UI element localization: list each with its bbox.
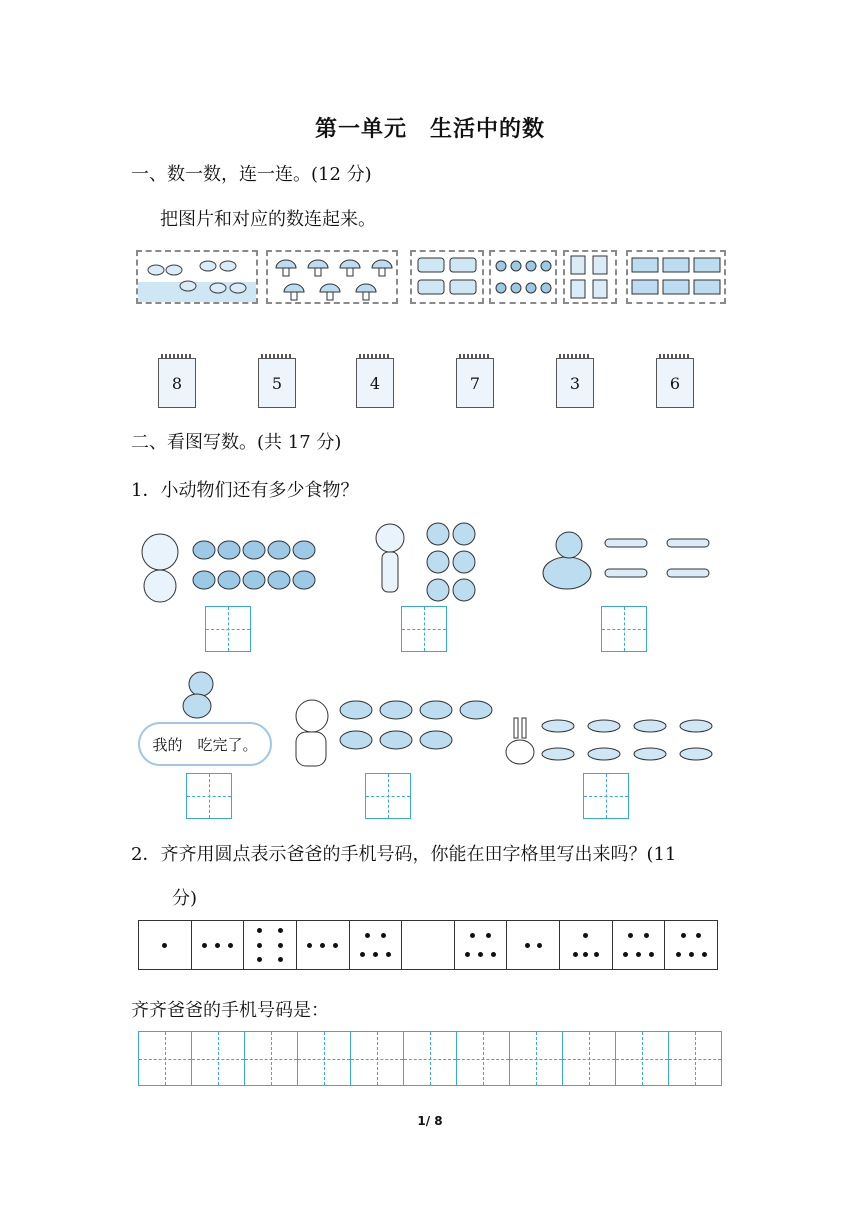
panel-mushrooms[interactable] (266, 250, 398, 304)
answer-cell[interactable] (351, 1032, 404, 1085)
dot (702, 952, 707, 957)
dot (583, 933, 588, 938)
dot (649, 952, 654, 957)
dot (381, 933, 386, 938)
bear-icon (142, 534, 178, 602)
answer-cell[interactable] (563, 1032, 616, 1085)
dot (644, 933, 649, 938)
answer-cell[interactable] (139, 1032, 192, 1085)
panel-books[interactable] (626, 250, 726, 304)
dot-cell (665, 921, 717, 969)
dot (278, 943, 283, 948)
panel-ants[interactable] (489, 250, 557, 304)
dot (373, 952, 378, 957)
question-1: 1．小动物们还有多少食物？ (131, 480, 359, 501)
peach-icon (427, 523, 475, 601)
dot (360, 952, 365, 957)
dot-cell (350, 921, 403, 969)
dot (525, 943, 530, 948)
dot (594, 952, 599, 957)
dot-cell (244, 921, 297, 969)
dot (573, 952, 578, 957)
panel-milk[interactable] (563, 250, 617, 304)
dot (623, 952, 628, 957)
answer-cell[interactable] (616, 1032, 669, 1085)
answer-cell[interactable] (457, 1032, 510, 1085)
dot (228, 943, 233, 948)
dot-cell (613, 921, 666, 969)
pinecone-icon (193, 541, 315, 589)
panel-logs[interactable] (410, 250, 484, 304)
dot (320, 943, 325, 948)
dot-cell (560, 921, 613, 969)
dot (278, 957, 283, 962)
dog-icon (543, 532, 591, 589)
dot (307, 943, 312, 948)
section2-heading: 二、看图写数。(共 17 分) (131, 432, 342, 453)
dot (491, 952, 496, 957)
dot (386, 952, 391, 957)
answer-box-dog[interactable] (601, 606, 647, 652)
dot-cell (402, 921, 455, 969)
dot (257, 957, 262, 962)
answer-box-rabbit[interactable] (583, 773, 629, 819)
dot (689, 952, 694, 957)
dot (278, 928, 283, 933)
page-title: 第一单元 生活中的数 (314, 117, 545, 142)
squirrel-icon (175, 668, 221, 720)
question-2-line2: 分) (172, 888, 198, 909)
answer-box-cat[interactable] (365, 773, 411, 819)
answer-box-monkey[interactable] (401, 606, 447, 652)
fish-icon (340, 701, 492, 749)
dot-phone-number-row (138, 920, 718, 970)
answer-cell[interactable] (404, 1032, 457, 1085)
rabbit-icon (506, 718, 534, 764)
number-pad[interactable]: 8 (158, 358, 196, 408)
book-icon (628, 252, 724, 302)
dot-cell (455, 921, 508, 969)
answer-box-bear[interactable] (205, 606, 251, 652)
duck-icon (138, 252, 256, 302)
dot-cell (297, 921, 350, 969)
dot (202, 943, 207, 948)
log-icon (412, 252, 482, 302)
carrot-icon (542, 720, 712, 760)
milk-carton-icon (565, 252, 615, 302)
number-pad[interactable]: 3 (556, 358, 594, 408)
dot (215, 943, 220, 948)
dot (681, 933, 686, 938)
dot (583, 952, 588, 957)
dot-cell (507, 921, 560, 969)
monkey-icon (376, 524, 404, 592)
phone-number-answer-grid[interactable] (138, 1031, 722, 1086)
number-pad[interactable]: 7 (456, 358, 494, 408)
page-number: 1/ 8 (417, 1114, 443, 1128)
dot-cell (139, 921, 192, 969)
dot (162, 943, 167, 948)
squirrel-speech-bubble: 我的 吃完了。 (138, 722, 272, 766)
ant-icon (491, 252, 555, 302)
mushroom-icon (268, 252, 396, 302)
dog-with-bones (527, 525, 722, 601)
answer-box-squirrel[interactable] (186, 773, 232, 819)
dot (676, 952, 681, 957)
number-pad[interactable]: 4 (356, 358, 394, 408)
answer-cell[interactable] (245, 1032, 298, 1085)
dot (696, 933, 701, 938)
dot (465, 952, 470, 957)
bear-with-pinecones (134, 530, 324, 606)
answer-cell[interactable] (669, 1032, 721, 1085)
answer-label: 齐齐爸爸的手机号码是： (131, 1000, 329, 1021)
question-2-line1: 2．齐齐用圆点表示爸爸的手机号码，你能在田字格里写出来吗？(11 (131, 844, 677, 865)
section1-instruction: 把图片和对应的数连起来。 (160, 209, 376, 230)
answer-cell[interactable] (192, 1032, 245, 1085)
number-pad[interactable]: 6 (656, 358, 694, 408)
dot (470, 933, 475, 938)
section1-heading: 一、数一数，连一连。(12 分) (131, 164, 372, 185)
cat-with-fish (284, 690, 499, 770)
answer-cell[interactable] (298, 1032, 351, 1085)
dot (257, 928, 262, 933)
dot-cell (192, 921, 245, 969)
dot (486, 933, 491, 938)
rabbit-with-carrots (500, 712, 722, 772)
dot (478, 952, 483, 957)
dot (333, 943, 338, 948)
dot (365, 933, 370, 938)
panel-ducks[interactable] (136, 250, 258, 304)
cat-icon (296, 700, 328, 766)
monkey-with-peaches (360, 520, 490, 604)
bone-icon (605, 539, 709, 577)
dot (636, 952, 641, 957)
dot (257, 943, 262, 948)
dot (628, 933, 633, 938)
number-pad[interactable]: 5 (258, 358, 296, 408)
answer-cell[interactable] (510, 1032, 563, 1085)
dot (537, 943, 542, 948)
